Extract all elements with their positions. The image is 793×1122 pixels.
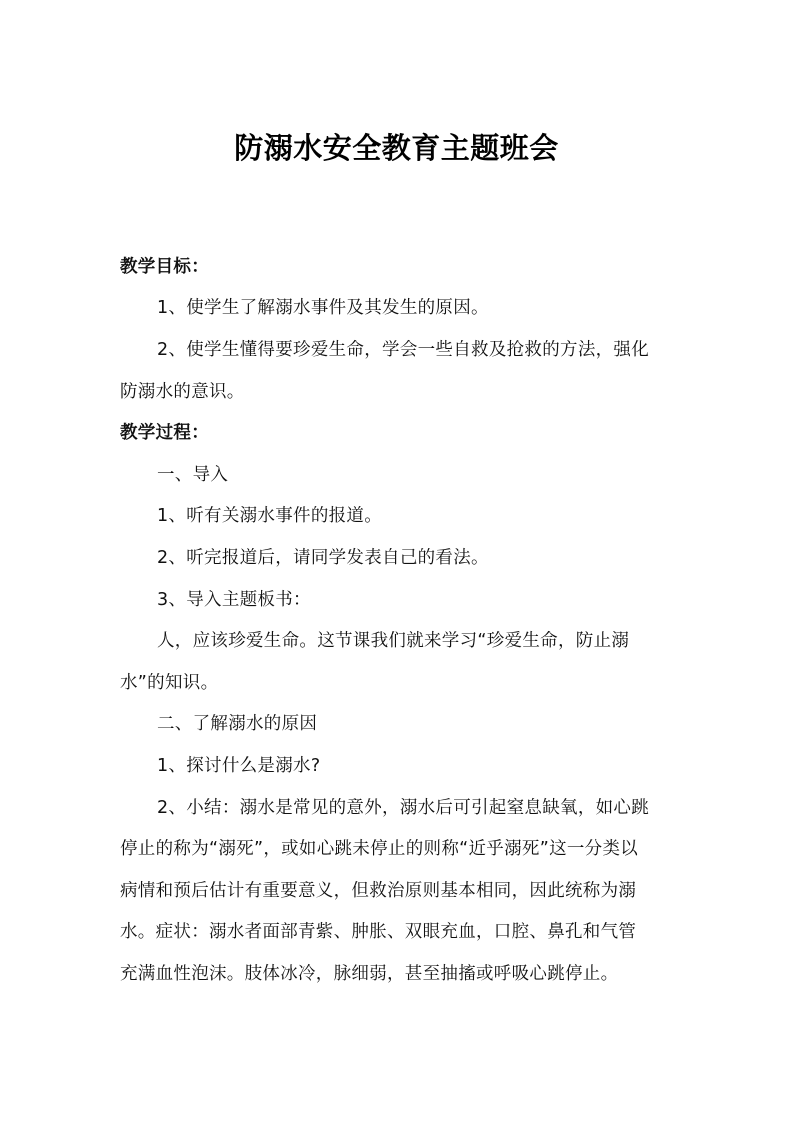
process-paragraph-continuation: 充满血性泡沫。肢体冰冷，脉细弱，甚至抽搐或呼吸心跳停止。	[120, 964, 619, 984]
process-paragraph-continuation: 病情和预后估计有重要意义，但救治原则基本相同，因此统称为溺	[120, 881, 637, 901]
document-title: 防溺水安全教育主题班会	[234, 131, 559, 165]
process-paragraph: 人，应该珍爱生命。这节课我们就来学习“珍爱生命，防止溺	[157, 631, 630, 651]
objective-item: 1、使学生了解溺水事件及其发生的原因。	[157, 298, 489, 318]
process-paragraph-continuation: 水”的知识。	[120, 673, 219, 693]
process-paragraph: 2、小结：溺水是常见的意外，溺水后可引起窒息缺氧，如心跳	[157, 798, 650, 818]
process-item: 2、听完报道后，请同学发表自己的看法。	[157, 548, 489, 568]
process-section-title: 一、导入	[157, 465, 229, 485]
process-paragraph-continuation: 水。症状：溺水者面部青紫、肿胀、双眼充血，口腔、鼻孔和气管	[120, 922, 637, 942]
objective-item: 2、使学生懂得要珍爱生命，学会一些自救及抢救的方法，强化	[157, 340, 650, 360]
process-item: 3、导入主题板书：	[157, 590, 311, 610]
objective-item-continuation: 防溺水的意识。	[120, 382, 245, 402]
objectives-heading: 教学目标：	[120, 257, 209, 277]
process-paragraph-continuation: 停止的称为“溺死”，或如心跳未停止的则称“近乎溺死”这一分类以	[120, 839, 639, 859]
process-item: 1、听有关溺水事件的报道。	[157, 506, 383, 526]
process-item: 1、探讨什么是溺水?	[157, 756, 321, 776]
process-section-title: 二、了解溺水的原因	[157, 714, 318, 734]
process-heading: 教学过程：	[120, 423, 209, 443]
